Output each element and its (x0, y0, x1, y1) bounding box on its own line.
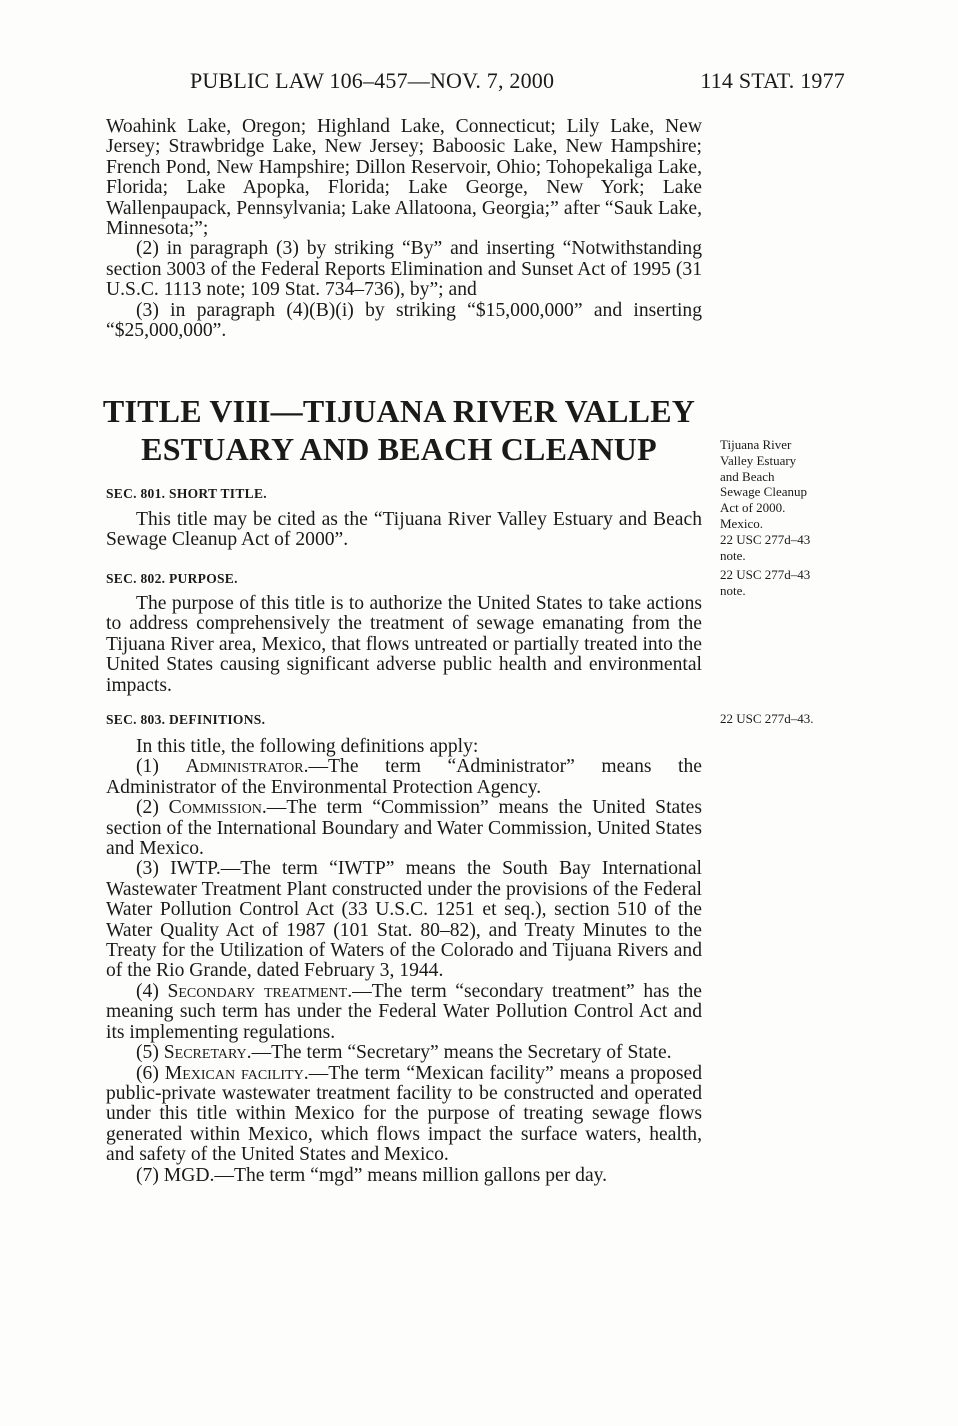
header-stat-page: 114 STAT. 1977 (700, 68, 845, 93)
definition-mexican-facility (106, 1064, 702, 1166)
title-heading (96, 392, 702, 468)
margin-note-line: 22 USC 277d–43 (720, 567, 811, 582)
intro-paragraph-3: (3) in paragraph (4)(B)(i) by striking “$15,000,000” and inserting “$25,000,000”. (106, 299, 702, 342)
margin-note-line: Act of 2000. (720, 500, 786, 516)
margin-note-short-title (720, 437, 860, 563)
definition-text: .—The term “IWTP” means the South Bay International Wastewater Treatment Plant constructed under the provisions of the Federal Water Pollution Control Act (33 U.S.C. 1251 et seq.), section 510 of the Water Quality Act of 1987 (101 Stat. 80–82), and Treaty Minutes to the Treaty for the Utilization of Waters of the Colorado and Tijuana Rivers and of the Rio Grande, dated February 3, 1944. (106, 858, 702, 982)
definition-term: Commission (168, 797, 262, 819)
definition-secretary (106, 1043, 702, 1063)
margin-note-line: Tijuana River (720, 437, 792, 452)
section-802-text: The purpose of this title is to authorize the United States to take actions to address comprehensively the treatment of sewage emanating from the Tijuana River area, Mexico, that flows untreated or partially treated into the United States causing significant adverse public health and environmental impacts. (106, 593, 702, 696)
definition-administrator (106, 757, 702, 798)
header-law-citation: PUBLIC LAW 106–457—NOV. 7, 2000 (190, 68, 555, 93)
definition-number: (2) (136, 797, 159, 819)
margin-note-purpose (720, 567, 860, 599)
definition-term: Mexican facility (164, 1062, 304, 1084)
intro-block (106, 117, 702, 341)
section-802-body (106, 594, 702, 696)
definition-term: MGD (163, 1164, 210, 1186)
definition-term: IWTP (170, 858, 216, 880)
definition-number: (6) (136, 1062, 159, 1084)
margin-note-line: note. (720, 547, 746, 563)
definitions-intro: In this title, the following definitions apply: (136, 736, 479, 757)
intro-paragraph-lakes: Woahink Lake, Oregon; Highland Lake, Connecticut; Lily Lake, New Jersey; Strawbridge Lake, New Jersey; Baboosic Lake, New Hampshire; French Pond, New Hampshire; Dillon Reservoir, Ohio; Tohopekaliga Lake, Florida; Lake Apopka, Florida; Lake George, New York; Lake Wallenpaupack, Pennsylvania; Lake Allatoona, Georgia;” after “Sauk Lake, Minnesota;”; (106, 116, 702, 240)
definition-text: .—The term “secondary treatment” has the meaning such term has under the Federal Water Pollution Control Act and its implementing regulations. (106, 980, 702, 1043)
definition-term: Secretary (163, 1042, 247, 1064)
definition-number: (4) (136, 980, 159, 1002)
section-801-heading: SEC. 801. SHORT TITLE. (106, 486, 267, 501)
definition-term: Administrator (185, 756, 304, 778)
definition-commission (106, 798, 702, 859)
running-header (190, 68, 845, 98)
definition-text: .—The term “mgd” means million gallons per day. (209, 1164, 608, 1186)
definition-text: .—The term “Secretary” means the Secretary of State. (246, 1042, 672, 1064)
definition-secondary-treatment (106, 982, 702, 1043)
margin-note-line: Valley Estuary (720, 452, 797, 468)
section-802-heading: SEC. 802. PURPOSE. (106, 571, 238, 586)
definition-text: .—The term “Commission” means the United States section of the International Boundary and Water Commission, United States and Mexico. (106, 797, 702, 860)
margin-note-line: 22 USC 277d–43 (720, 531, 811, 547)
margin-note-line: Mexico. (720, 515, 763, 531)
intro-paragraph-2: (2) in paragraph (3) by striking “By” and inserting “Notwithstanding section 3003 of the Federal Reports Elimination and Sunset Act of 1995 (31 U.S.C. 1113 note; 109 Stat. 734–736), by”; and (106, 238, 702, 301)
section-801-text: This title may be cited as the “Tijuana River Valley Estuary and Beach Sewage Cleanup Act of 2000”. (106, 509, 702, 551)
margin-note-line: and Beach (720, 468, 775, 484)
definition-text: .—The term “Administrator” means the Administrator of the Environmental Protection Agency. (106, 756, 702, 798)
section-803-body (106, 737, 702, 1186)
definition-text: .—The term “Mexican facility” means a proposed public-private wastewater treatment facility to be constructed and operated under this title within Mexico for the purpose of treating sewage flows generated within Mexico, which flows impact the surface waters, health, and safety of the United States and Mexico. (106, 1062, 702, 1166)
margin-note-definitions (720, 711, 860, 727)
definition-number: (7) (136, 1164, 159, 1186)
definition-mgd (106, 1166, 702, 1186)
margin-note-line: note. (720, 582, 746, 598)
title-line-2: ESTUARY AND BEACH CLEANUP (141, 431, 657, 467)
margin-note-line: 22 USC 277d–43. (720, 711, 814, 726)
definition-iwtp (106, 859, 702, 981)
section-801-body (106, 510, 702, 551)
definition-number: (1) (136, 756, 159, 778)
title-line-1: TITLE VIII—TIJUANA RIVER VALLEY (102, 393, 696, 429)
definition-number: (5) (136, 1042, 159, 1064)
section-803-heading: SEC. 803. DEFINITIONS. (106, 712, 266, 727)
definition-number: (3) (136, 858, 159, 880)
margin-note-line: Sewage Cleanup (720, 484, 808, 500)
definition-term: Secondary treatment (167, 980, 348, 1002)
